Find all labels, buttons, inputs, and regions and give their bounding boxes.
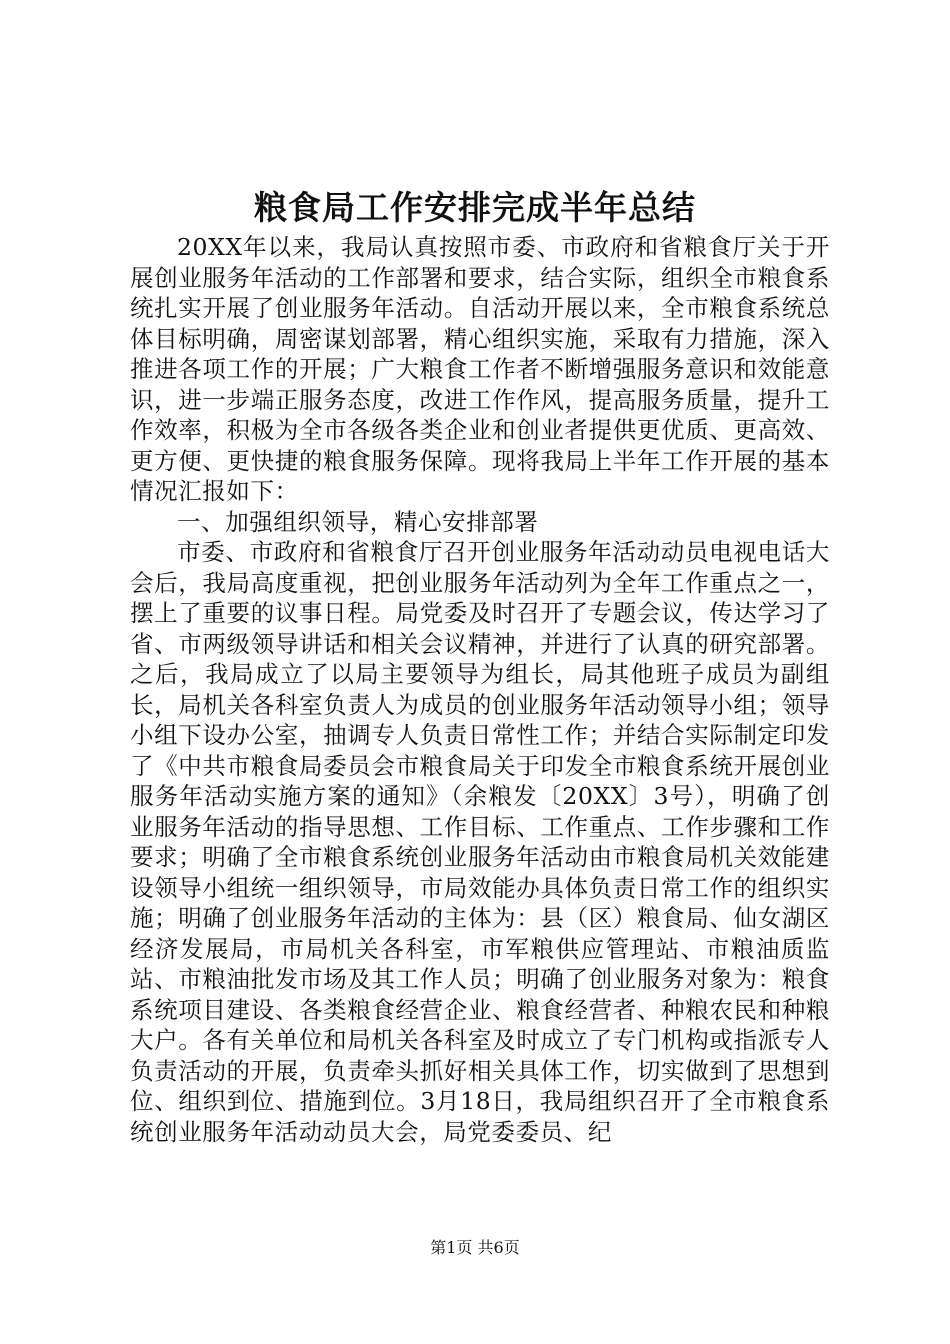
document-title: 粮食局工作安排完成半年总结 bbox=[254, 188, 696, 227]
intro-paragraph: 20XX年以来，我局认真按照市委、市政府和省粮食厅关于开展创业服务年活动的工作部署和要求，结合实际，组织全市粮食系统扎实开展了创业服务年活动。自活动开展以来，全市粮食系统总体目标明确，周密谋划部署，精心组织实施，采取有力措施，深入推进各项工作的开展；广大粮食工作者不断增强服务意识和效能意识，进一步端正服务态度，改进工作作风，提高服务质量，提升工作效率，积极为全市各级各类企业和创业者提供更优质、更高效、更方便、更快捷的粮食服务保障。现将我局上半年工作开展的基本情况汇报如下： bbox=[130, 233, 830, 505]
section-paragraph: 市委、市政府和省粮食厅召开创业服务年活动动员电视电话大会后，我局高度重视，把创业服务年活动列为全年工作重点之一，摆上了重要的议事日程。局党委及时召开了专题会议，传达学习了省、市两级领导讲话和相关会议精神，并进行了认真的研究部署。之后，我局成立了以局主要领导为组长，局其他班子成员为副组长，局机关各科室负责人为成员的创业服务年活动领导小组；领导小组下设办公室，抽调专人负责日常性工作；并结合实际制定印发了《中共市粮食局委员会市粮食局关于印发全市粮食系统开展创业服务年活动实施方案的通知》（余粮发〔20XX〕3号），明确了创业服务年活动的指导思想、工作目标、工作重点、工作步骤和工作要求；明确了全市粮食系统创业服务年活动由市粮食局机关效能建设领导小组统一组织领导，市局效能办具体负责日常工作的组织实施；明确了创业服务年活动的主体为：县（区）粮食局、仙女湖区经济发展局，市局机关各科室，市军粮供应管理站、市粮油质监站、市粮油批发市场及其工作人员；明确了创业服务对象为：粮食系统项目建设、各类粮食经营企业、粮食经营者、种粮农民和种粮大户。各有关单位和局机关各科室及时成立了专门机构或指派专人负责活动的开展，负责牵头抓好相关具体工作，切实做到了思想到位、组织到位、措施到位。3月18日，我局组织召开了全市粮食系统创业服务年活动动员大会，局党委委员、纪 bbox=[130, 538, 830, 1146]
document-body bbox=[130, 232, 830, 1147]
page-number-footer: 第1页 共6页 bbox=[430, 1238, 520, 1257]
section-heading: 一、加强组织领导，精心安排部署 bbox=[177, 507, 539, 536]
